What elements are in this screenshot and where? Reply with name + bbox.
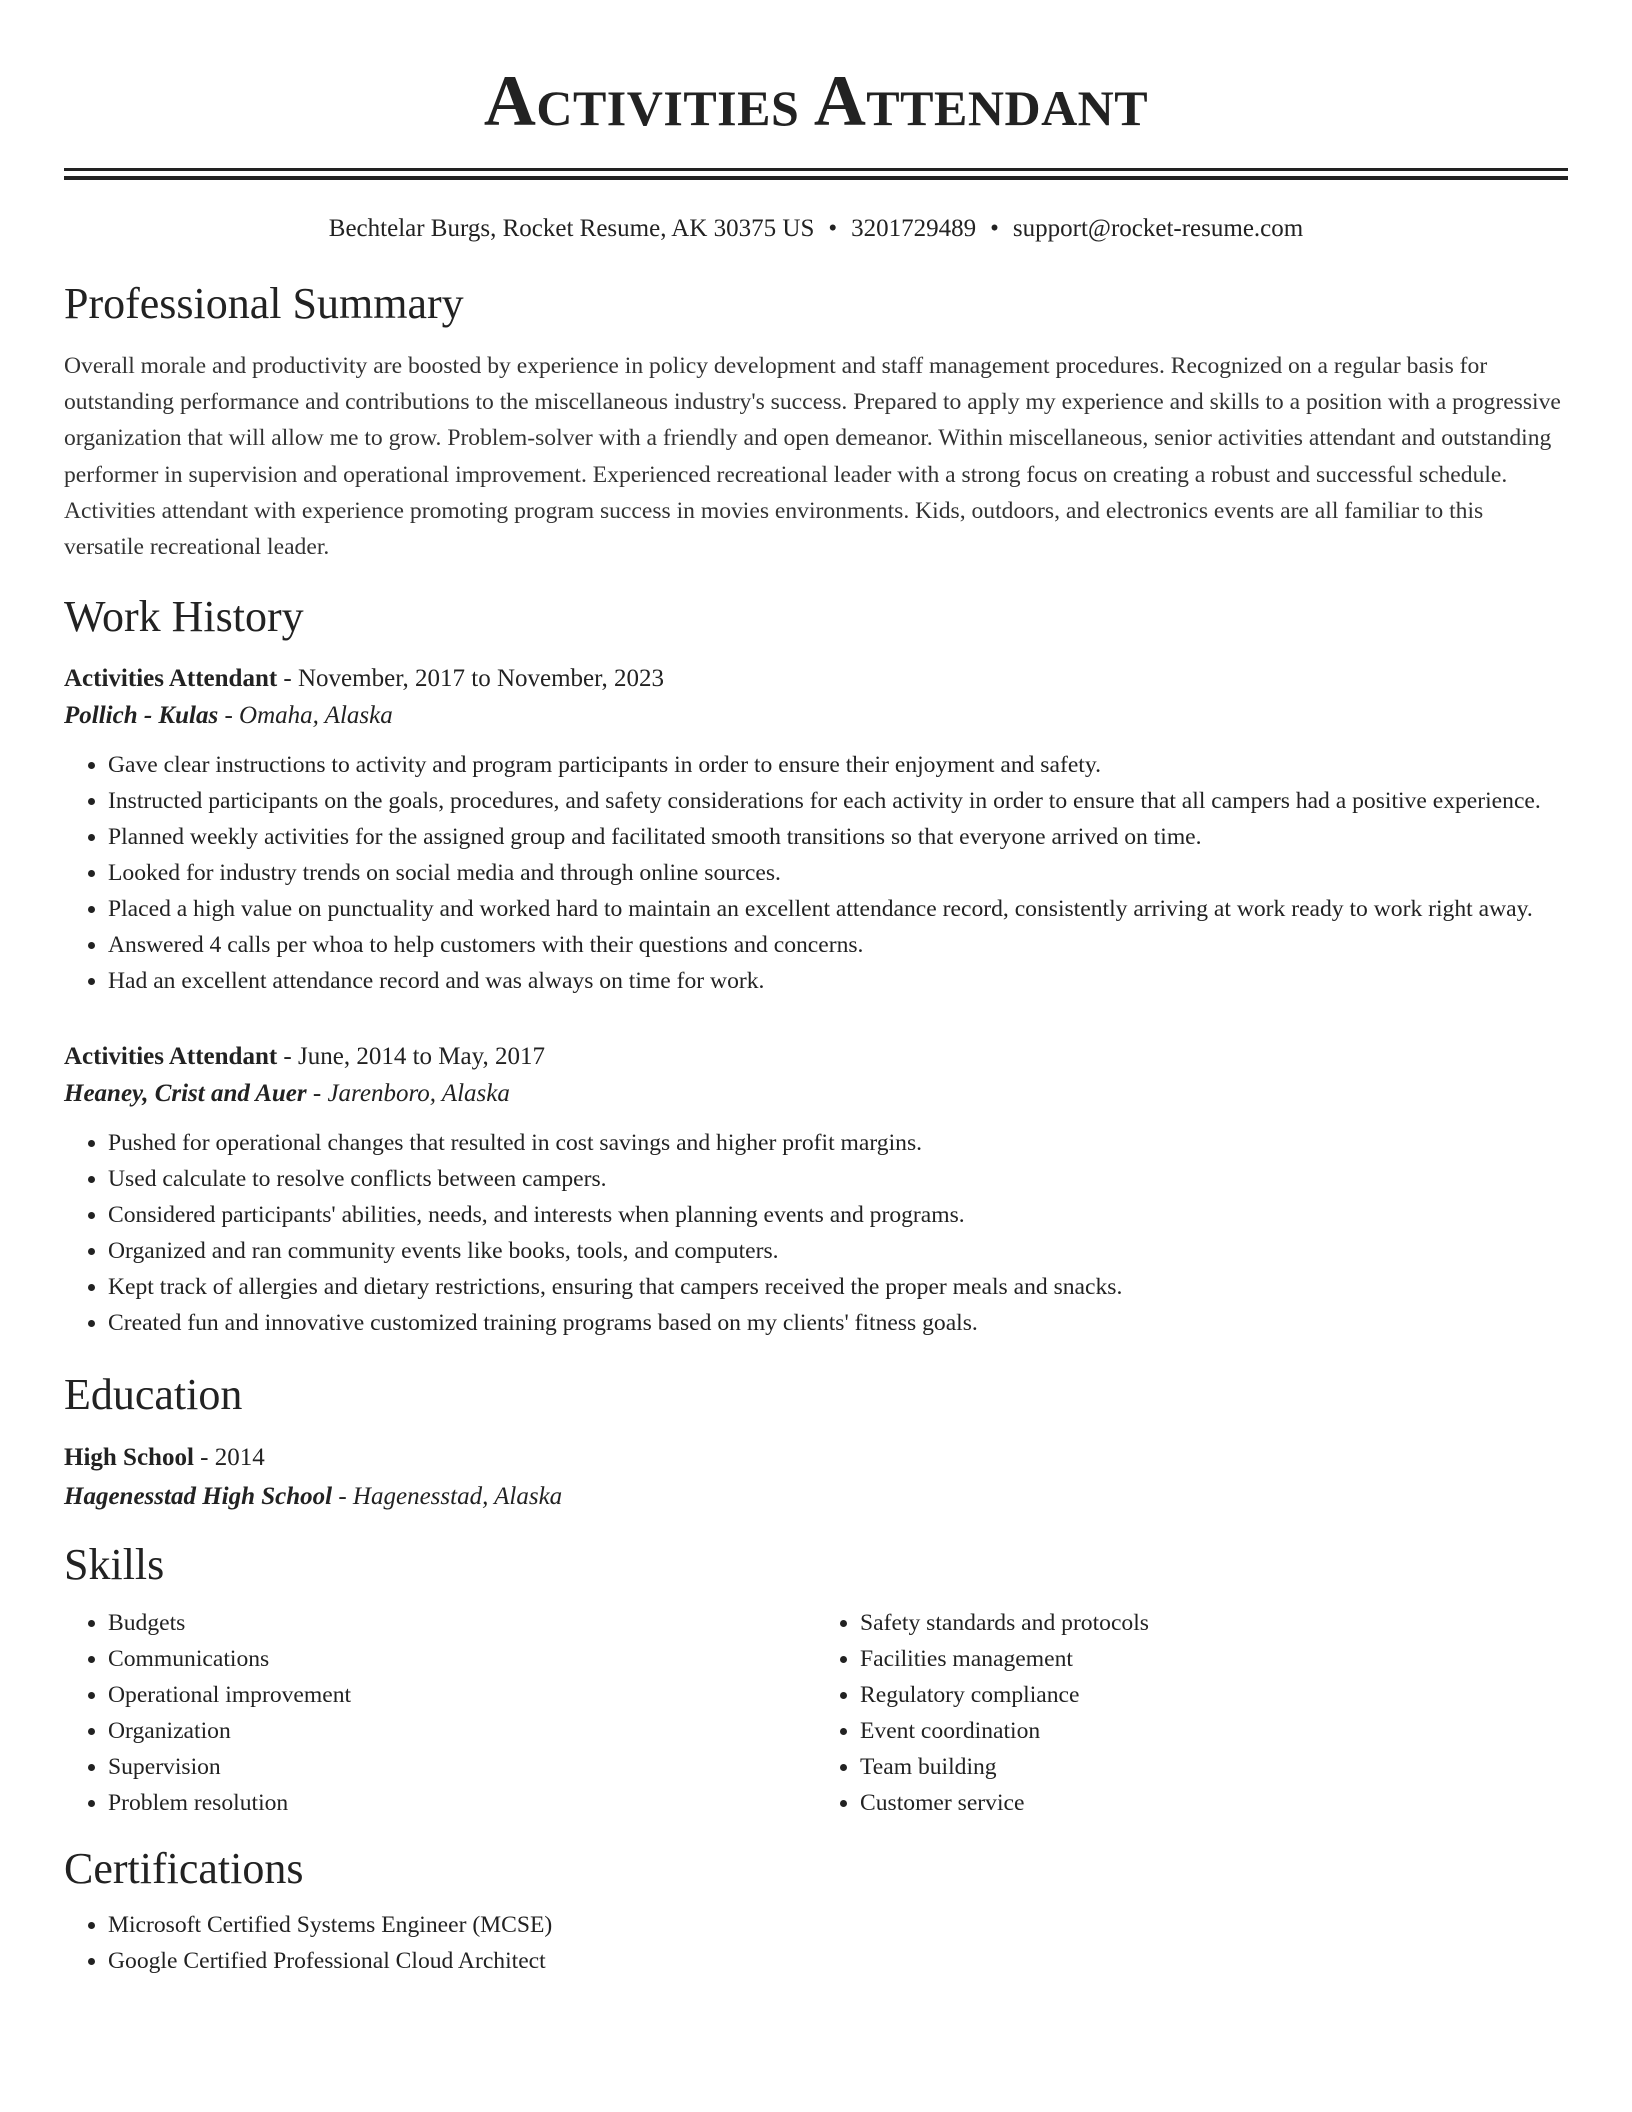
- job-duty: • Used calculate to resolve conflicts between campers.: [108, 1161, 1568, 1197]
- education-location: - Hagenesstad, Alaska: [332, 1483, 563, 1511]
- job-location: - Jarenboro, Alaska: [306, 1080, 510, 1108]
- education-degree: High School: [64, 1444, 194, 1472]
- skill-item: • Regulatory compliance: [860, 1677, 1568, 1713]
- contact-separator: •: [828, 215, 838, 242]
- skill-item: • Safety standards and protocols: [860, 1605, 1568, 1641]
- resume-title: Activities Attendant: [483, 61, 1149, 141]
- job-title-line: [64, 1039, 1568, 1075]
- skills-list-right: [816, 1605, 1568, 1821]
- skill-item: • Team building: [860, 1749, 1568, 1785]
- job-company: Heaney, Crist and Auer: [64, 1080, 307, 1108]
- skill-item: • Organization: [108, 1713, 816, 1749]
- skill-item: • Facilities management: [860, 1641, 1568, 1677]
- title-divider-bottom: [64, 176, 1568, 180]
- skills-list-left: [64, 1605, 816, 1821]
- skill-item: • Communications: [108, 1641, 816, 1677]
- skill-item: • Supervision: [108, 1749, 816, 1785]
- job-duty: • Planned weekly activities for the assigned group and facilitated smooth transitions so that everyone arrived on time.: [108, 819, 1568, 855]
- contact-email: support@rocket-resume.com: [1012, 215, 1304, 242]
- job-title: Activities Attendant: [64, 665, 278, 693]
- job-title: Activities Attendant: [64, 1043, 278, 1071]
- job-title-line: [64, 661, 1568, 697]
- summary-text: Overall morale and productivity are boosted by experience in policy development and staff management procedures. Recognized on a regular basis for outstanding performance and contributions to the miscellaneous industry's success. Prepared to apply my experience and skills to a position with a progressive organization that will allow me to grow. Problem-solver with a friendly and open demeanor. Within miscellaneous, senior activities attendant and outstanding performer in supervision and operational improvement. Experienced recreational leader with a strong focus on creating a robust and successful schedule. Activities attendant with experience promoting program success in movies environments. Kids, outdoors, and electronics events are all familiar to this versatile recreational leader.: [64, 353, 1561, 561]
- resume-page: [64, 0, 1568, 1979]
- skill-item: • Problem resolution: [108, 1785, 816, 1821]
- job-company: Pollich - Kulas: [64, 702, 219, 730]
- job-duty: • Considered participants' abilities, needs, and interests when planning events and programs.: [108, 1197, 1568, 1233]
- job-duty: • Had an excellent attendance record and was always on time for work.: [108, 963, 1568, 999]
- contact-address: Bechtelar Burgs, Rocket Resume, AK 30375 US: [328, 215, 815, 242]
- certifications-heading: Certifications: [64, 1844, 304, 1894]
- education-year: - 2014: [193, 1444, 265, 1472]
- title-divider-top: [64, 168, 1568, 171]
- job-duties-list: [64, 1125, 1568, 1341]
- certifications-list: [64, 1907, 1568, 1979]
- job-duty: • Kept track of allergies and dietary restrictions, ensuring that campers received the proper meals and snacks.: [108, 1269, 1568, 1305]
- job-duty: • Organized and ran community events like books, tools, and computers.: [108, 1233, 1568, 1269]
- contact-phone: 3201729489: [851, 215, 977, 242]
- skill-item: • Customer service: [860, 1785, 1568, 1821]
- job-duty: • Looked for industry trends on social media and through online sources.: [108, 855, 1568, 891]
- job-company-line: [64, 1075, 1568, 1113]
- contact-separator: •: [990, 215, 999, 242]
- job-duty: • Pushed for operational changes that resulted in cost savings and higher profit margins.: [108, 1125, 1568, 1161]
- job-duty: • Answered 4 calls per whoa to help customers with their questions and concerns.: [108, 927, 1568, 963]
- job-company-line: [64, 697, 1568, 735]
- job-entry: [64, 1039, 1568, 1341]
- job-duties-list: [64, 747, 1568, 999]
- skills-heading: Skills: [64, 1540, 165, 1590]
- summary-heading: Professional Summary: [64, 279, 464, 328]
- skill-item: • Operational improvement: [108, 1677, 816, 1713]
- education-school-line: [64, 1477, 1568, 1517]
- education-degree-line: [64, 1439, 1568, 1477]
- certification-item: • Microsoft Certified Systems Engineer (MCSE): [108, 1907, 1568, 1943]
- skills-grid: [64, 1605, 1568, 1821]
- job-duty: • Gave clear instructions to activity and program participants in order to ensure their enjoyment and safety.: [108, 747, 1568, 783]
- job-dates: - June, 2014 to May, 2017: [277, 1043, 545, 1071]
- job-dates: - November, 2017 to November, 2023: [277, 665, 664, 693]
- job-location: - Omaha, Alaska: [218, 702, 393, 730]
- education-school: Hagenesstad High School: [64, 1483, 333, 1511]
- work-history-heading: Work History: [64, 592, 304, 642]
- certification-item: • Google Certified Professional Cloud Architect: [108, 1943, 1568, 1979]
- education-heading: Education: [64, 1370, 243, 1420]
- contact-line: [64, 212, 1568, 246]
- job-entry: [64, 661, 1568, 999]
- job-duty: • Created fun and innovative customized training programs based on my clients' fitness goals.: [108, 1305, 1568, 1341]
- job-duty: • Instructed participants on the goals, procedures, and safety considerations for each activity in order to ensure that all campers had a positive experience.: [108, 783, 1568, 819]
- job-duty: • Placed a high value on punctuality and worked hard to maintain an excellent attendance record, consistently arriving at work ready to work right away.: [108, 891, 1568, 927]
- skill-item: • Event coordination: [860, 1713, 1568, 1749]
- skill-item: • Budgets: [108, 1605, 816, 1641]
